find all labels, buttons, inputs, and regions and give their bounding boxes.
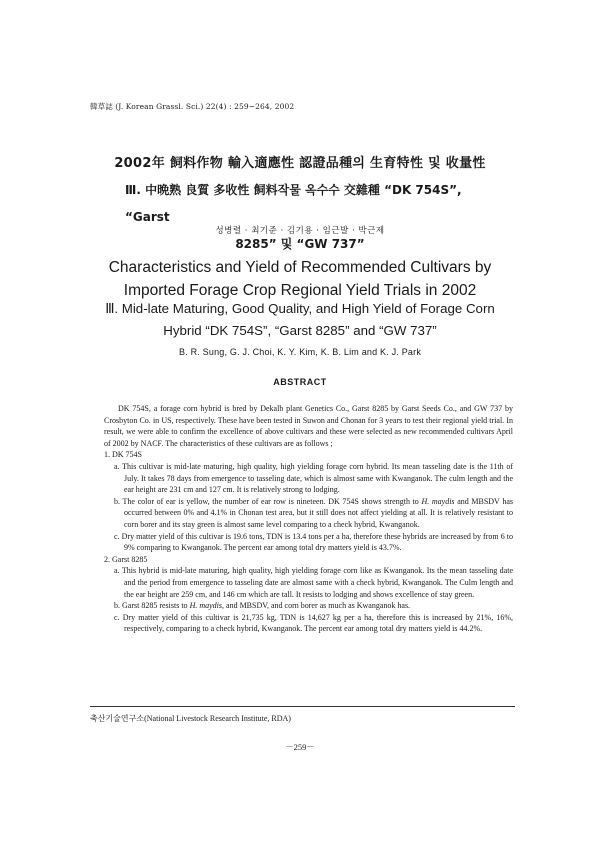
abstract-body	[104, 403, 513, 635]
journal-reference: 韓草誌 (J. Korean Grassl. Sci.) 22(4) : 259~264, 2002	[90, 102, 295, 111]
korean-authors: 성병렬 · 최기준 · 김기용 · 임근발 · 박근제	[215, 226, 385, 236]
section-2-item-b-post: , and MBSDV, and corn borer as much as Kwanganok has.	[222, 601, 411, 611]
section-1-item-b	[104, 496, 513, 531]
section-1-heading: 1. DK 754S	[104, 450, 143, 460]
korean-title-line2b: 8285” 및 “GW 737”	[235, 237, 365, 251]
korean-title-line2a: Ⅲ. 中晩熟 良質 多收性 飼料작물 옥수수 交雜種 “DK 754S”, “Garst	[125, 183, 462, 224]
english-subtitle-line2: Hybrid “DK 754S”, “Garst 8285” and “GW 737”	[163, 323, 437, 338]
section-1-item-a: a. This cultivar is mid-late maturing, high quality, high yielding forage corn hybrid. Its mean tasseling date is the 11th of July. It takes 78 days from emergence to tasseling date, which is almost same with Kwanganok. The culm length and the ear height are 231 cm and 127 cm. It is relatively strong to lodging.	[114, 461, 513, 495]
section-2-item-a: a. This hybrid is mid-late maturing, high quality, high yielding forage corn like as Kwanganok. Its the mean tasseling date and the period from emergence to tasseling date are almost same with a check hybrid, Kwanganok. The Culm length and the ear height are 259 cm, and 146 cm which are tall. It resists to lodging and shows excellence of stay green.	[114, 566, 513, 599]
english-authors: B. R. Sung, G. J. Choi, K. Y. Kim, K. B. Lim and K. J. Park	[178, 347, 422, 357]
section-1-item-b-post: and MBSDV has occurred between 0% and 4.1% in Chonan test area, but it still does not affect yielding at all. It is relatively resistant to corn borer and its stay green is almost same level comparing to a check hybrid, Kwanganok.	[124, 496, 513, 529]
pathogen-name: H. maydis	[421, 496, 455, 506]
footnote-affiliation: 축산기술연구소(National Livestock Research Institute, RDA)	[90, 714, 291, 723]
page-number: －259－	[285, 742, 315, 752]
abstract-heading: ABSTRACT	[273, 377, 327, 387]
english-subtitle-line1: Ⅲ. Mid-late Maturing, Good Quality, and High Yield of Forage Corn	[105, 301, 495, 316]
section-1-item-c: c. Dry matter yield of this cultivar is 19.6 tons, TDN is 13.4 tons per a ha, therefore these hybrids are increased by from 6 to 9% comparing to Kwanganok. The percent ear among total dry matters yield is 43.7%.	[114, 531, 513, 553]
section-2-item-c: c. Dry matter yield of this cultivar is 21,735 kg, TDN is 14,627 kg per a ha, therefore this is increased by 21%, 16%, respectively, comparing to a check hybrid, Kwanganok. The percent ear among total dry matters yield is 44.2%.	[114, 612, 513, 634]
pathogen-name: H. maydis	[189, 601, 223, 611]
korean-title-line2	[125, 177, 505, 258]
footnote-divider	[90, 706, 515, 707]
abstract-intro: DK 754S, a forage corn hybrid is bred by Dekalb plant Genetics Co., Garst 8285 by Garst Seeds Co., and GW 737 by Crosbyton Co. in US, respectively. These have been tested in Suwon and Chonan for 3 years to test their regional yield trial. In result, we were able to confirm the excellence of above cultivars and these were selected as new recommended cultivars April of 2002 by NACF. The characteristics of these cultivars are as follows ;	[104, 404, 513, 448]
korean-title-line1: 2002年 飼料作物 輸入適應性 認證品種의 生育特性 및 收量性	[114, 156, 486, 171]
english-title-line2: Imported Forage Crop Regional Yield Trials in 2002	[123, 282, 477, 299]
english-title	[0, 256, 600, 302]
section-2-heading: 2. Garst 8285	[104, 554, 148, 564]
section-2-item-b-pre: b. Garst 8285 resists to	[114, 601, 190, 611]
english-subtitle	[0, 298, 600, 342]
section-2-item-b	[104, 600, 513, 612]
english-title-line1: Characteristics and Yield of Recommended Cultivars by	[108, 259, 492, 276]
section-1-item-b-pre: b. The color of ear is yellow, the number of ear row is nineteen. DK 754S shows strength to	[114, 496, 422, 506]
